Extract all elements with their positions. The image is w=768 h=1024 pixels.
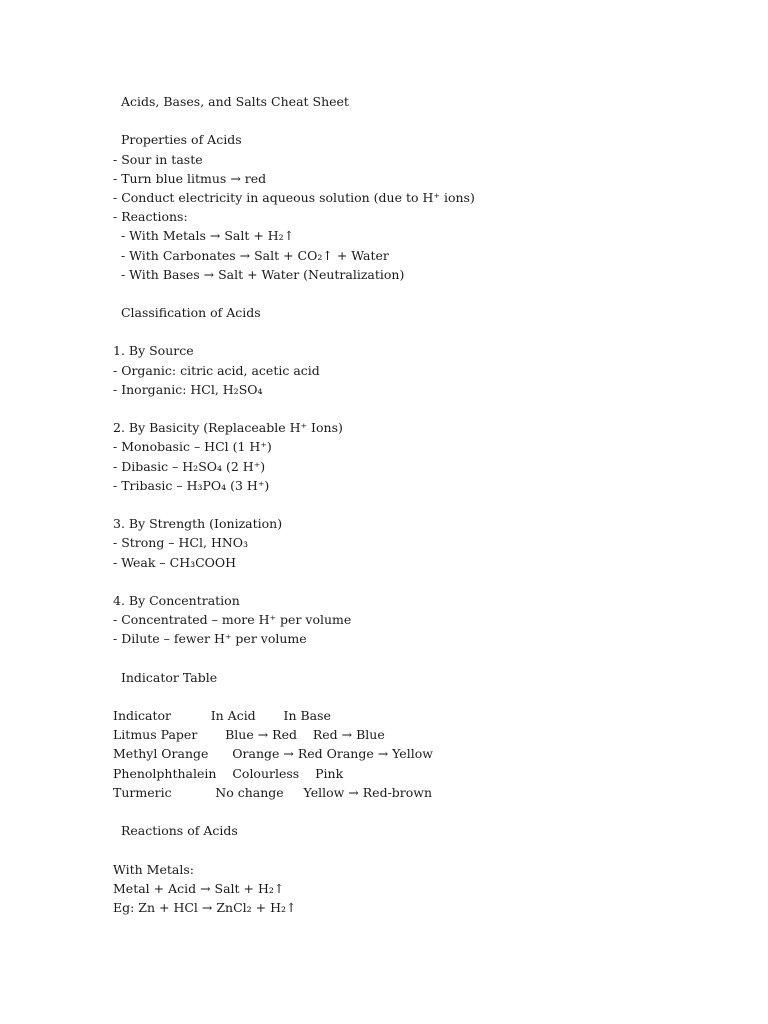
list-item: - With Metals → Salt + H₂↑: [113, 228, 295, 244]
spacer: [113, 572, 733, 591]
list-item: - Reactions:: [113, 209, 188, 225]
indicator-table-row: Turmeric No change Yellow → Red-brown: [113, 784, 433, 800]
list-item: - Organic: citric acid, acetic acid: [113, 362, 320, 378]
spacer: [113, 399, 733, 418]
list-item: - Turn blue litmus → red: [113, 170, 267, 186]
spacer: [113, 284, 733, 303]
list-item: - Dilute – fewer H⁺ per volume: [113, 631, 307, 647]
spacer: [113, 111, 733, 130]
list-item: - Weak – CH₃COOH: [113, 554, 237, 570]
equation-line: Eg: Zn + HCl → ZnCl₂ + H₂↑: [113, 899, 297, 915]
list-item: - Inorganic: HCl, H₂SO₄: [113, 381, 263, 397]
subsection-heading-concentration: 4. By Concentration: [113, 592, 240, 608]
spacer: [113, 322, 733, 341]
section-heading-properties: Properties of Acids: [113, 132, 242, 148]
section-heading-reactions: Reactions of Acids: [113, 823, 238, 839]
list-item: - Sour in taste: [113, 151, 203, 167]
indicator-table-row: Phenolphthalein Colourless Pink: [113, 765, 344, 781]
spacer: [113, 495, 733, 514]
section-heading-indicator-table: Indicator Table: [113, 669, 218, 685]
list-item: - With Carbonates → Salt + CO₂↑ + Water: [113, 247, 389, 263]
indicator-table-row: Methyl Orange Orange → Red Orange → Yellow: [113, 746, 433, 762]
list-item: - Strong – HCl, HNO₃: [113, 535, 249, 551]
subsection-heading-source: 1. By Source: [113, 343, 194, 359]
list-item: - Conduct electricity in aqueous solution (due to H⁺ ions): [113, 189, 475, 205]
document-title: Acids, Bases, and Salts Cheat Sheet: [113, 94, 349, 109]
subsection-heading-basicity: 2. By Basicity (Replaceable H⁺ Ions): [113, 420, 343, 436]
indicator-table-header-row: Indicator In Acid In Base: [113, 708, 331, 723]
section-heading-classification: Classification of Acids: [113, 305, 261, 321]
list-item: - Dibasic – H₂SO₄ (2 H⁺): [113, 458, 266, 474]
spacer: [113, 802, 733, 821]
list-item: - Concentrated – more H⁺ per volume: [113, 612, 352, 628]
subsection-heading-with-metals: With Metals:: [113, 861, 194, 877]
subsection-heading-strength: 3. By Strength (Ionization): [113, 516, 283, 532]
equation-line: Metal + Acid → Salt + H₂↑: [113, 880, 285, 896]
spacer: [113, 648, 733, 667]
spacer: [113, 840, 733, 859]
spacer: [113, 687, 733, 706]
list-item: - Monobasic – HCl (1 H⁺): [113, 439, 272, 455]
list-item: - Tribasic – H₃PO₄ (3 H⁺): [113, 477, 270, 493]
list-item: - With Bases → Salt + Water (Neutralization): [113, 266, 405, 282]
document-body: [113, 92, 733, 917]
indicator-table-row: Litmus Paper Blue → Red Red → Blue: [113, 727, 385, 743]
